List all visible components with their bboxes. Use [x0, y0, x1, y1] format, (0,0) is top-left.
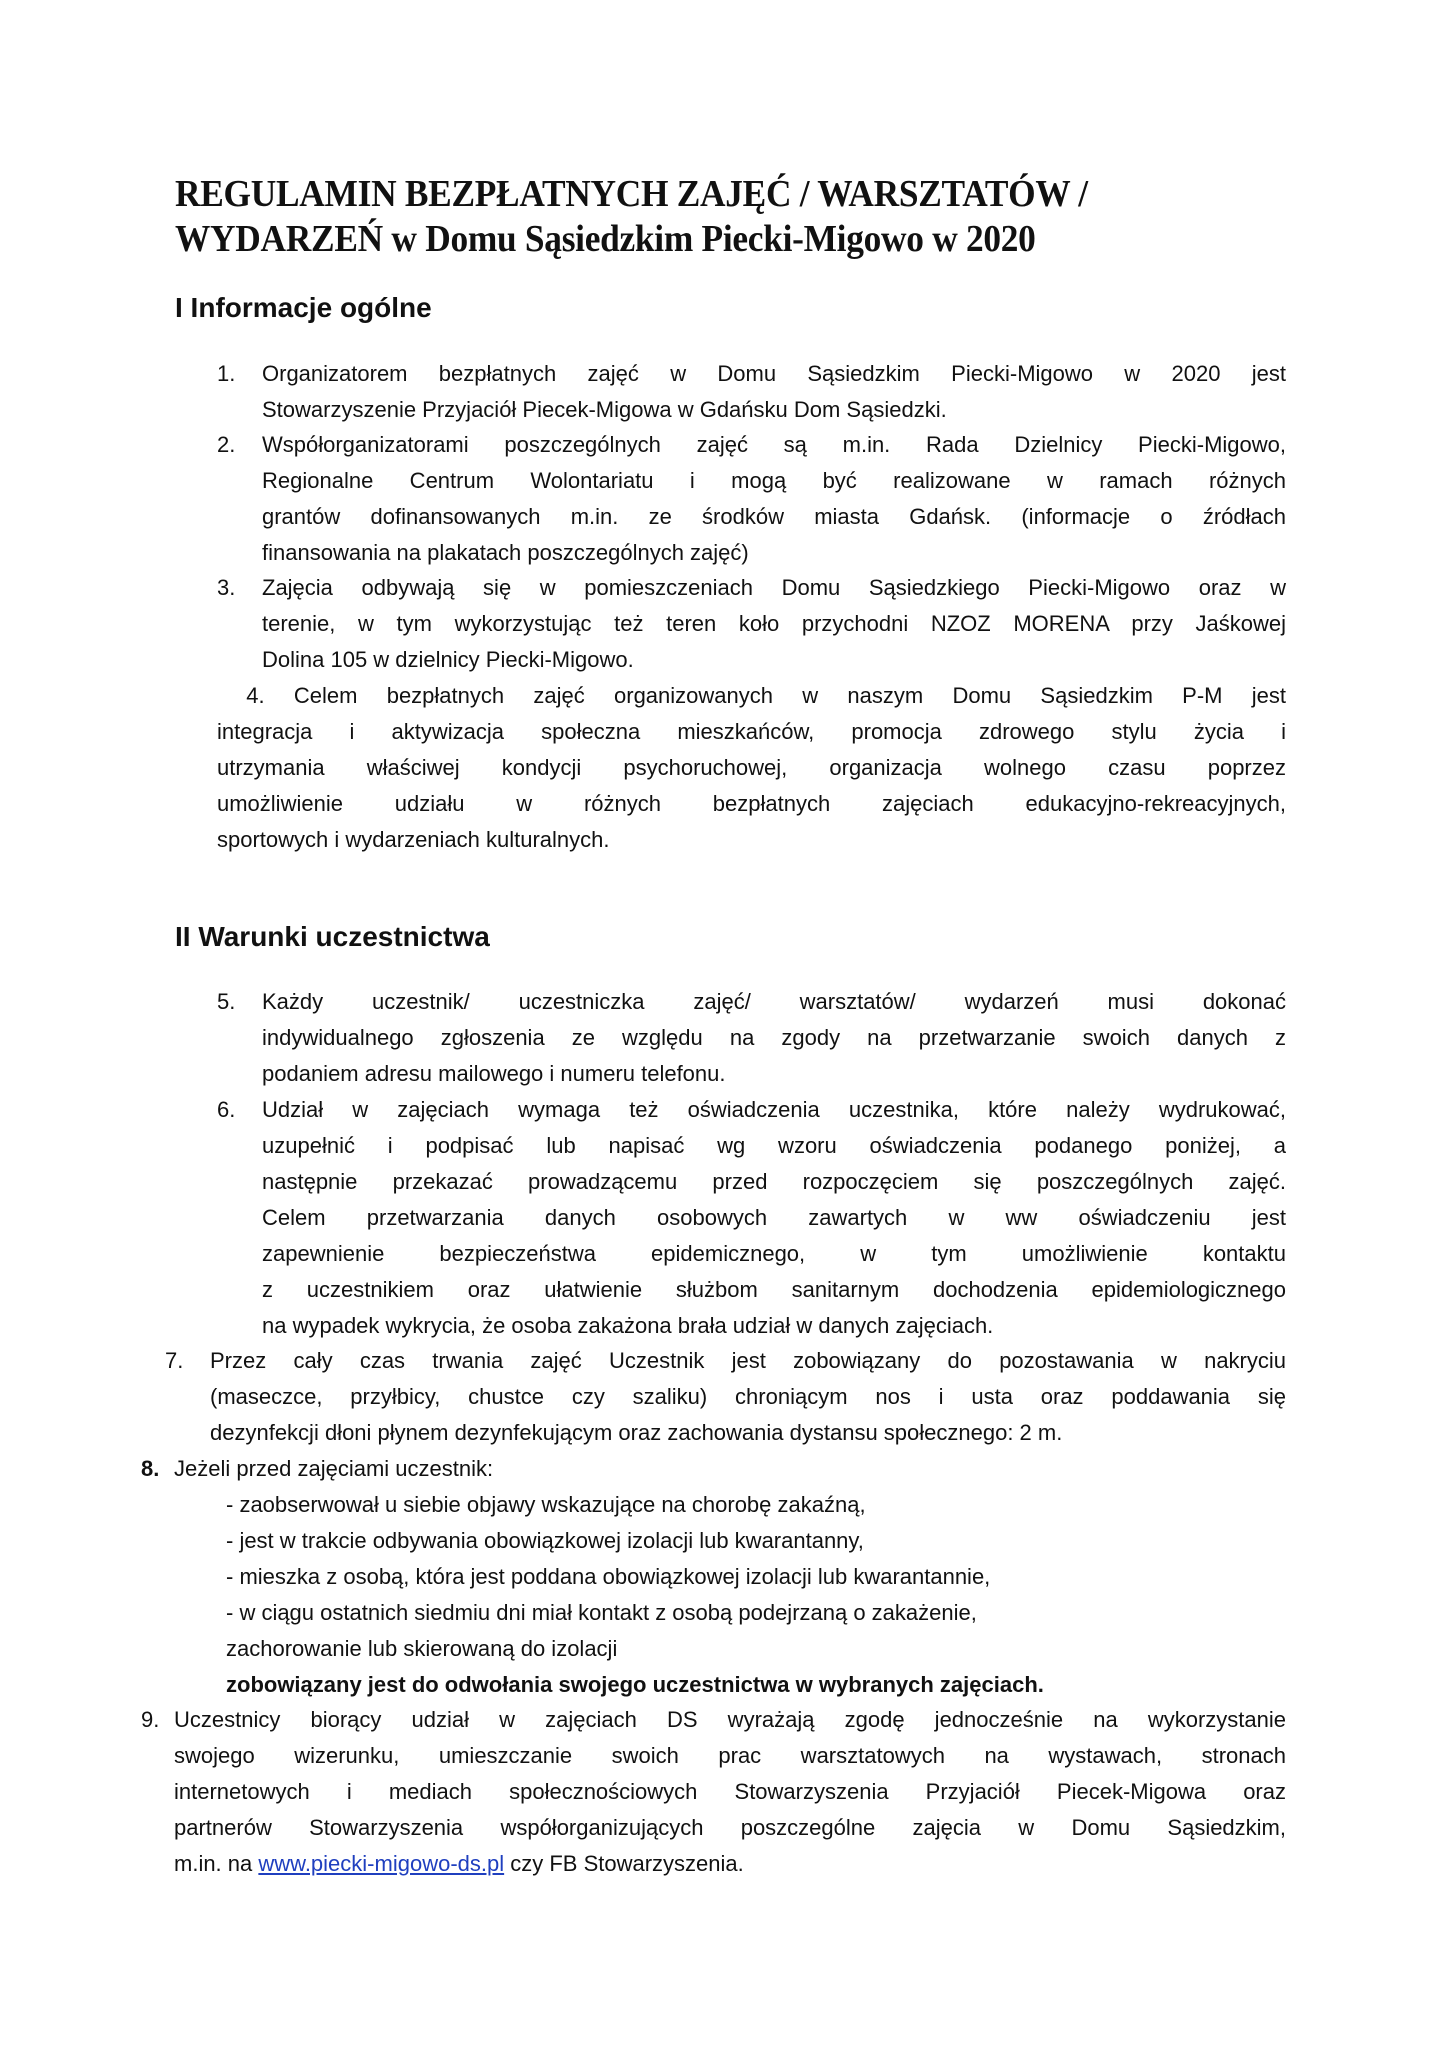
item-text-line: internetowych i mediach społecznościowych Stowarzyszenia Przyjaciół Piecek-Migowa oraz: [174, 1779, 1286, 1804]
item-number: 1.: [217, 361, 236, 386]
item-text-line: grantów dofinansowanych m.in. ze środków miasta Gdańsk. (informacje o źródłach: [262, 504, 1286, 529]
item-text-line: Organizatorem bezpłatnych zajęć w Domu Sąsiedzkim Piecki-Migowo w 2020 jest: [262, 361, 1286, 386]
bullet-line: - mieszka z osobą, która jest poddana obowiązkowej izolacji lub kwarantannie,: [226, 1564, 991, 1589]
document-title-line-2: WYDARZEŃ w Domu Sąsiedzkim Piecki-Migowo w 2020: [175, 218, 1036, 260]
item-number: 8.: [141, 1456, 160, 1481]
item-number: 2.: [217, 432, 236, 457]
item-number: 5.: [217, 989, 236, 1014]
item-number: 9.: [141, 1707, 160, 1732]
bullet-line: - w ciągu ostatnich siedmiu dni miał kontakt z osobą podejrzaną o zakażenie,: [226, 1600, 977, 1625]
item-text-line: 4. Celem bezpłatnych zajęć organizowanych w naszym Domu Sąsiedzkim P-M jest: [217, 683, 1286, 708]
item-text-line: umożliwienie udziału w różnych bezpłatnych zajęciach edukacyjno-rekreacyjnych,: [217, 791, 1286, 816]
item-text-line: Współorganizatorami poszczególnych zajęć są m.in. Rada Dzielnicy Piecki-Migowo,: [262, 432, 1286, 457]
item-text-line: Zajęcia odbywają się w pomieszczeniach Domu Sąsiedzkiego Piecki-Migowo oraz w: [262, 575, 1286, 600]
item-text-line: terenie, w tym wykorzystując też teren koło przychodni NZOZ MORENA przy Jaśkowej: [262, 611, 1286, 636]
conclusion-line: zobowiązany jest do odwołania swojego uczestnictwa w wybranych zajęciach.: [226, 1672, 1044, 1697]
item-text-line: finansowania na plakatach poszczególnych zajęć): [262, 540, 749, 565]
item-text-line: (maseczce, przyłbicy, chustce czy szaliku) chroniącym nos i usta oraz poddawania się: [210, 1384, 1286, 1409]
bullet-line: zachorowanie lub skierowaną do izolacji: [226, 1636, 618, 1661]
item-text-line: Celem przetwarzania danych osobowych zawartych w ww oświadczeniu jest: [262, 1205, 1286, 1230]
item-text-line: dezynfekcji dłoni płynem dezynfekującym oraz zachowania dystansu społecznego: 2 m.: [210, 1420, 1063, 1445]
item-text-line: Każdy uczestnik/ uczestniczka zajęć/ warsztatów/ wydarzeń musi dokonać: [262, 989, 1286, 1014]
item-text-line: podaniem adresu mailowego i numeru telefonu.: [262, 1061, 726, 1086]
item-text-line: swojego wizerunku, umieszczanie swoich prac warsztatowych na wystawach, stronach: [174, 1743, 1286, 1768]
item-text-line: Uczestnicy biorący udział w zajęciach DS wyrażają zgodę jednocześnie na wykorzystanie: [174, 1707, 1286, 1732]
website-link[interactable]: www.piecki-migowo-ds.pl: [258, 1851, 505, 1876]
item-text-line: Udział w zajęciach wymaga też oświadczenia uczestnika, które należy wydrukować,: [262, 1097, 1286, 1122]
item-text-line: Przez cały czas trwania zajęć Uczestnik jest zobowiązany do pozostawania w nakryciu: [210, 1348, 1286, 1373]
item-text-line: partnerów Stowarzyszenia współorganizujących poszczególne zajęcia w Domu Sąsiedzkim,: [174, 1815, 1286, 1840]
item-text-line: utrzymania właściwej kondycji psychoruchowej, organizacja wolnego czasu poprzez: [217, 755, 1286, 780]
item-text-line: Regionalne Centrum Wolontariatu i mogą być realizowane w ramach różnych: [262, 468, 1286, 493]
item-text-line: integracja i aktywizacja społeczna mieszkańców, promocja zdrowego stylu życia i: [217, 719, 1286, 744]
item-number: 3.: [217, 575, 236, 600]
item-text-line: Stowarzyszenie Przyjaciół Piecek-Migowa w Gdańsku Dom Sąsiedzki.: [262, 397, 947, 422]
link-suffix: czy FB Stowarzyszenia.: [504, 1851, 744, 1876]
item-text-line: indywidualnego zgłoszenia ze względu na zgody na przetwarzanie swoich danych z: [262, 1025, 1286, 1050]
item-text-line: z uczestnikiem oraz ułatwienie służbom sanitarnym dochodzenia epidemiologicznego: [262, 1277, 1286, 1302]
item-number: 7.: [165, 1348, 184, 1373]
item-number: 6.: [217, 1097, 236, 1122]
item-text-line: uzupełnić i podpisać lub napisać wg wzoru oświadczenia podanego poniżej, a: [262, 1133, 1286, 1158]
item-text-line: Jeżeli przed zajęciami uczestnik:: [174, 1456, 494, 1481]
link-prefix: m.in. na: [174, 1851, 259, 1876]
item-text-line: [174, 1846, 1286, 1882]
item-text-line: na wypadek wykrycia, że osoba zakażona brała udział w danych zajęciach.: [262, 1313, 994, 1338]
item-text-line: sportowych i wydarzeniach kulturalnych.: [217, 827, 610, 852]
item-text-line: zapewnienie bezpieczeństwa epidemicznego, w tym umożliwienie kontaktu: [262, 1241, 1286, 1266]
section-heading-participation: II Warunki uczestnictwa: [175, 921, 490, 952]
section-heading-general-info: I Informacje ogólne: [175, 292, 432, 323]
item-text-line: następnie przekazać prowadzącemu przed rozpoczęciem się poszczególnych zajęć.: [262, 1169, 1286, 1194]
bullet-line: - zaobserwował u siebie objawy wskazujące na chorobę zakaźną,: [226, 1492, 866, 1517]
item-text-line: Dolina 105 w dzielnicy Piecki-Migowo.: [262, 647, 634, 672]
bullet-line: - jest w trakcie odbywania obowiązkowej izolacji lub kwarantanny,: [226, 1528, 864, 1553]
document-title-line-1: REGULAMIN BEZPŁATNYCH ZAJĘĆ / WARSZTATÓW /: [175, 173, 1088, 215]
